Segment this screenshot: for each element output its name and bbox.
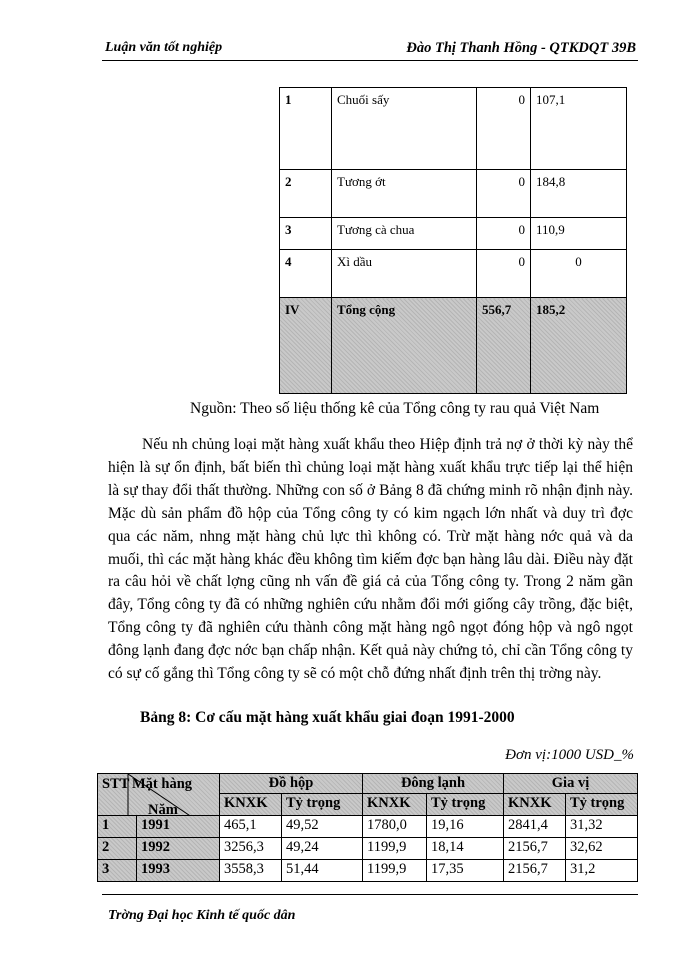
value-cell: 0 [477, 218, 531, 250]
year-cell: 1992 [137, 838, 220, 860]
value-cell: 1199,9 [363, 838, 427, 860]
total-label-cell: Tổng cộng [332, 298, 477, 394]
stt-cell: 2 [280, 170, 332, 218]
table-row [280, 88, 627, 170]
table-row [280, 170, 627, 218]
products-table [279, 87, 627, 394]
value-cell: 31,32 [566, 816, 638, 838]
export-structure-table [97, 773, 638, 882]
value-cell: 32,62 [566, 838, 638, 860]
product-name-cell: Tương cà chua [332, 218, 477, 250]
stt-header: STT [102, 776, 130, 792]
value-cell: 465,1 [220, 816, 282, 838]
value-cell: 3256,3 [220, 838, 282, 860]
product-header: Mặt hàng [132, 776, 193, 792]
value-cell: 2156,7 [504, 860, 566, 882]
total-row [280, 298, 627, 394]
sub-header-share: Tỷ trọng [566, 794, 638, 816]
value-cell: 2841,4 [504, 816, 566, 838]
stt-cell: 1 [280, 88, 332, 170]
source-note: Nguồn: Theo số liệu thống kê của Tổng công ty rau quả Việt Nam [190, 400, 600, 417]
group-header-canned: Đồ hộp [220, 774, 363, 794]
product-name-cell: Xì dầu [332, 250, 477, 298]
value-cell: 0 [477, 250, 531, 298]
stt-cell: 4 [280, 250, 332, 298]
total-value-cell: 556,7 [477, 298, 531, 394]
stt-cell: IV [280, 298, 332, 394]
value-cell: 18,14 [427, 838, 504, 860]
value-cell: 51,44 [282, 860, 363, 882]
group-header-spice: Gia vị [504, 774, 638, 794]
value-cell: 0 [531, 250, 627, 298]
year-cell: 1993 [137, 860, 220, 882]
table-row [280, 218, 627, 250]
diagonal-header-cell [98, 774, 220, 816]
table-row [98, 816, 638, 838]
value-cell: 0 [477, 170, 531, 218]
year-header: Năm [148, 802, 178, 818]
value-cell: 107,1 [531, 88, 627, 170]
sub-header-knxk: KNXK [363, 794, 427, 816]
stt-cell: 3 [280, 218, 332, 250]
value-cell: 31,2 [566, 860, 638, 882]
year-cell: 1991 [137, 816, 220, 838]
table-row [98, 860, 638, 882]
table-row [280, 250, 627, 298]
sub-header-share: Tỷ trọng [282, 794, 363, 816]
footer-divider [102, 894, 638, 895]
stt-cell: 1 [98, 816, 137, 838]
value-cell: 2156,7 [504, 838, 566, 860]
group-header-frozen: Đông lạnh [363, 774, 504, 794]
table-row [98, 838, 638, 860]
sub-header-knxk: KNXK [220, 794, 282, 816]
header-thesis-label: Luận văn tốt nghiệp [105, 40, 223, 55]
header-author: Đào Thị Thanh Hồng - QTKDQT 39B [406, 40, 636, 56]
sub-header-knxk: KNXK [504, 794, 566, 816]
stt-cell: 3 [98, 860, 137, 882]
value-cell: 49,52 [282, 816, 363, 838]
product-name-cell: Tương ớt [332, 170, 477, 218]
product-name-cell: Chuối sấy [332, 88, 477, 170]
value-cell: 17,35 [427, 860, 504, 882]
value-cell: 184,8 [531, 170, 627, 218]
value-cell: 0 [477, 88, 531, 170]
value-cell: 19,16 [427, 816, 504, 838]
footer-university: Trờng Đại học Kinh tế quốc dân [108, 908, 296, 923]
value-cell: 3558,3 [220, 860, 282, 882]
body-paragraph: Nếu nh chủng loại mặt hàng xuất khẩu theo Hiệp định trả nợ ở thời kỳ này thể hiện là sự ổn định, bất biến thì chủng loại mặt hàng xuất khẩu trực tiếp lại thể hiện là sự thay đổi thất thường. Những con số ở Bảng 8 đã chứng minh rõ nhận định này. Mặc dù sản phẩm đồ hộp của Tổng công ty có kim ngạch lớn nhất và duy trì đợc qua các năm, nhng mặt hàng chủ lực thì không có. Trừ mặt hàng nớc quả và da muối, thì các mặt hàng khác đều không tìm kiếm đợc bạn hàng lâu dài. Điều này đặt ra câu hỏi về chất lợng cũng nh vấn đề giá cả của Tổng công ty. Trong 2 năm gần đây, Tổng công ty đã có những nghiên cứu nhằm đổi mới giống cây trồng, đặc biệt, Tổng công ty đã nghiên cứu thành công mặt hàng ngô ngọt đóng hộp và ngô ngọt đông lạnh đang đợc nớc bạn chấp nhận. Kết quả này chứng tỏ, chỉ cần Tổng công ty có sự cố gắng thì Tổng công ty sẽ có một chỗ đứng nhất định trên thị trờng này. [108, 436, 633, 683]
value-cell: 1780,0 [363, 816, 427, 838]
sub-header-share: Tỷ trọng [427, 794, 504, 816]
header-divider [102, 60, 638, 61]
value-cell: 1199,9 [363, 860, 427, 882]
total-value-cell: 185,2 [531, 298, 627, 394]
table-title: Bảng 8: Cơ cấu mặt hàng xuất khẩu giai đoạn 1991-2000 [140, 709, 515, 726]
value-cell: 49,24 [282, 838, 363, 860]
stt-cell: 2 [98, 838, 137, 860]
value-cell: 110,9 [531, 218, 627, 250]
unit-note: Đơn vị:1000 USD_% [505, 747, 634, 763]
